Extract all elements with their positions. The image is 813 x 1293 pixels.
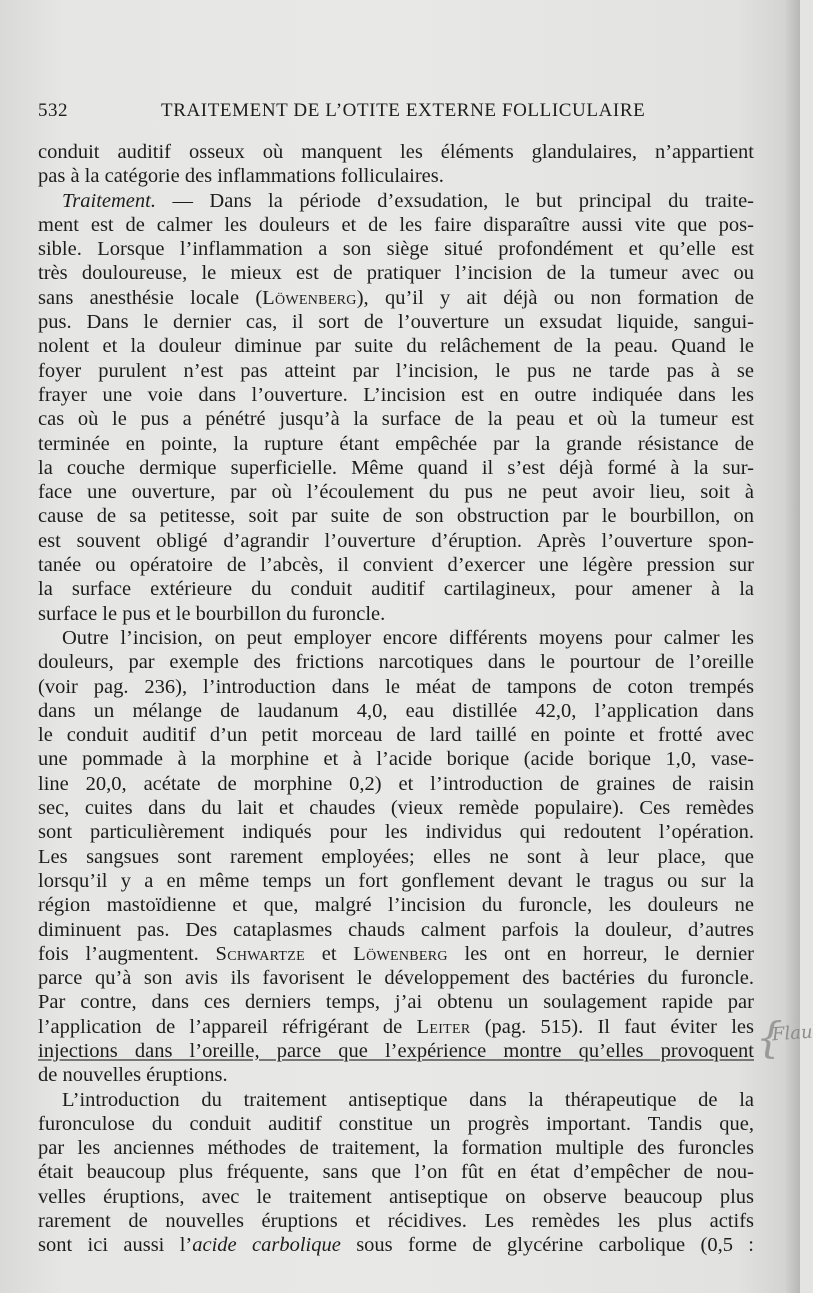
text-line: tanée ou opératoire de l’abcès, il convient d’exercer une légère pression sur — [38, 554, 754, 577]
text-line: était beaucoup plus fréquente, sans que l’on fût en état d’empêcher de nou- — [38, 1161, 754, 1184]
page-header — [38, 100, 758, 126]
page-edge-shadow — [786, 0, 800, 1293]
text-line: terminée en pointe, la rupture étant empêchée par la grande résistance de — [38, 432, 754, 455]
text-line: ment est de calmer les douleurs et de les faire disparaître aussi vite que pos- — [38, 213, 754, 236]
text-line: sec, cuites dans du lait et chaudes (vieux remède populaire). Ces remèdes — [38, 797, 754, 820]
text-line: cause de sa petitesse, soit par suite de son obstruction par le bourbillon, on — [38, 505, 754, 528]
text-line: sans anesthésie locale (Löwenberg), qu’il y ait déjà ou non formation de — [38, 286, 754, 309]
author-name: Löwenberg — [262, 286, 357, 309]
text-line: le conduit auditif d’un petit morceau de lard taillé en pointe et frotté avec — [38, 724, 754, 747]
text-line: foyer purulent n’est pas atteint par l’incision, le pus ne tarde pas à se — [38, 359, 754, 382]
text-line: line 20,0, acétate de morphine 0,2) et l’introduction de graines de raisin — [38, 772, 754, 795]
text-line: diminuent pas. Des cataplasmes chauds calment parfois la douleur, d’autres — [38, 918, 754, 941]
text-line: de nouvelles éruptions. — [38, 1064, 228, 1087]
text-line: nolent et la douleur diminue par suite du relâchement de la peau. Quand le — [38, 335, 754, 358]
margin-note-text: Flau — [771, 1021, 813, 1046]
text-line: face une ouverture, par où l’écoulement du pus ne peut avoir lieu, soit à — [38, 481, 754, 504]
text-line: frayer une voie dans l’ouverture. L’incision est en outre indiquée dans les — [38, 383, 754, 406]
text-line: sont particulièrement indiqués pour les individus qui redoutent l’opération. — [38, 821, 754, 844]
text-line: Traitement. — Dans la période d’exsudation, le but principal du traite- — [62, 189, 755, 212]
text-line: (voir pag. 236), l’introduction dans le méat de tampons de coton trempés — [38, 675, 754, 698]
text-line: Par contre, dans ces derniers temps, j’ai obtenu un soulagement rapide par — [38, 991, 754, 1014]
text-line: l’application de l’appareil réfrigérant de Leiter (pag. 515). Il faut éviter les — [38, 1015, 754, 1038]
text-line: pus. Dans le dernier cas, il sort de l’ouverture un exsudat liquide, sangui- — [38, 311, 754, 334]
text-line: sible. Lorsque l’inflammation a son siège situé profondément et qu’elle est — [38, 238, 754, 261]
text-line: la surface extérieure du conduit auditif cartilagineux, pour amener à la — [38, 578, 754, 601]
text-line: rarement de nouvelles éruptions et récidives. Les remèdes les plus actifs — [38, 1210, 754, 1233]
text-line: lorsqu’il y a en même temps un fort gonflement devant le tragus ou sur la — [38, 869, 754, 892]
text-line: très douloureuse, le mieux est de pratiquer l’incision de la tumeur avec ou — [38, 262, 754, 285]
text-line: est souvent obligé d’agrandir l’ouverture d’éruption. Après l’ouverture spon- — [38, 529, 754, 552]
handwritten-margin-note — [756, 1013, 813, 1075]
text-line: une pommade à la morphine et à l’acide borique (acide borique 1,0, vase- — [38, 748, 754, 771]
text-line: parce qu’à son avis ils favorisent le développement des bactéries du furoncle. — [38, 967, 754, 990]
text-line: douleurs, par exemple des frictions narcotiques dans le pourtour de l’oreille — [38, 651, 754, 674]
margin-brace: { — [756, 1013, 783, 1062]
text-line: conduit auditif osseux où manquent les éléments glandulaires, n’appartient — [38, 141, 754, 163]
text-line: Outre l’incision, on peut employer encore différents moyens pour calmer les — [62, 626, 754, 649]
text-line: cas où le pus a pénétré jusqu’à la surface de la peau et où la tumeur est — [38, 408, 754, 431]
text-line: pas à la catégorie des inflammations folliculaires. — [38, 165, 444, 188]
text-line: par les anciennes méthodes de traitement, la formation multiple des furoncles — [38, 1137, 754, 1160]
running-head: TRAITEMENT DE L’OTITE EXTERNE FOLLICULAIRE — [161, 100, 646, 121]
author-name: Löwenberg — [353, 942, 448, 965]
text-line: injections dans l’oreille, parce que l’expérience montre qu’elles provoquent — [38, 1039, 754, 1062]
text-line: sont ici aussi l’acide carbolique sous forme de glycérine carbolique (0,5 : — [38, 1234, 755, 1257]
body-text — [38, 140, 754, 1258]
text-line: L’introduction du traitement antiseptique dans la thérapeutique de la — [62, 1088, 754, 1111]
section-label-traitement: Traitement. — [62, 189, 156, 212]
text-line: velles éruptions, avec le traitement antiseptique on observe beaucoup plus — [38, 1185, 754, 1208]
text-line: dans un mélange de laudanum 4,0, eau distillée 42,0, l’application dans — [38, 699, 754, 722]
text-line: région mastoïdienne et que, malgré l’incision du furoncle, les douleurs ne — [38, 894, 754, 917]
text-line: fois l’augmentent. Schwartze et Löwenberg les ont en horreur, le dernier — [38, 942, 754, 965]
text-line: Les sangsues sont rarement employées; elles ne sont à leur place, que — [38, 845, 754, 868]
author-name: Schwartze — [215, 942, 305, 965]
text-line: la couche dermique superficielle. Même quand il s’est déjà formé à la sur- — [38, 456, 754, 479]
page-number: 532 — [38, 100, 68, 121]
text-line: surface le pus et le bourbillon du furoncle. — [38, 602, 386, 625]
emphasis-acide-carbolique: acide carbolique — [192, 1234, 341, 1257]
text-line: furonculose du conduit auditif constitue un progrès important. Tandis que, — [38, 1112, 754, 1135]
author-name: Leiter — [416, 1015, 471, 1038]
